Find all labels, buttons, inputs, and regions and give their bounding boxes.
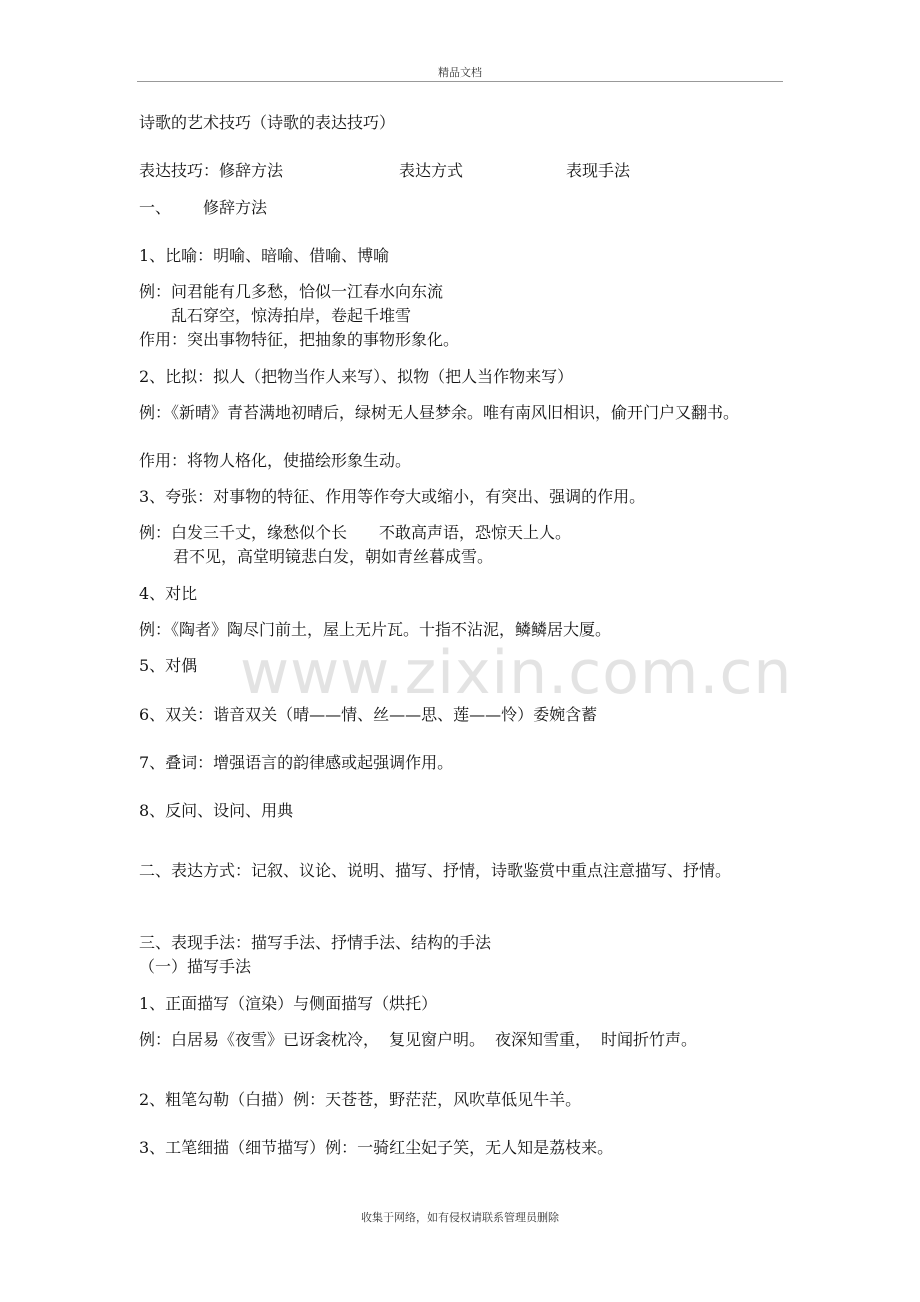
s3-item1-example-c: 夜深知雪重， <box>495 1030 592 1049</box>
item2-effect: 作用：将物人格化，使描绘形象生动。 <box>139 451 412 470</box>
header-label: 精品文档 <box>438 66 482 79</box>
doc-title: 诗歌的艺术技巧（诗歌的表达技巧） <box>139 113 396 132</box>
overview-col2: 表达方式 <box>399 161 464 180</box>
s3-item1-example <box>139 1029 697 1051</box>
item2-title: 2、比拟：拟人（把物当作人来写）、拟物（把人当作物来写） <box>139 367 574 386</box>
section3-subheading: （一）描写手法 <box>139 957 252 976</box>
item3-example1 <box>139 522 571 544</box>
item7-title: 7、叠词：增强语言的韵律感或起强调作用。 <box>139 753 454 772</box>
item1-example2: 乱石穿空，惊涛拍岸，卷起千堆雪 <box>171 306 412 325</box>
item3-title: 3、夸张：对事物的特征、作用等作夸大或缩小，有突出、强调的作用。 <box>139 487 646 506</box>
s3-item3: 3、工笔细描（细节描写）例：一骑红尘妃子笑，无人知是荔枝来。 <box>139 1138 614 1157</box>
item2-example: 例：《新晴》青苔满地初晴后，绿树无人昼梦余。唯有南风旧相识，偷开门户又翻书。 <box>139 403 740 422</box>
item4-title: 4、对比 <box>139 584 198 603</box>
item1-example1: 例：问君能有几多愁，恰似一江春水向东流 <box>139 282 444 301</box>
s3-item1-title: 1、正面描写（渲染）与侧面描写（烘托） <box>139 994 438 1013</box>
section3-heading: 三、表现手法：描写手法、抒情手法、结构的手法 <box>139 933 492 952</box>
item6-title: 6、双关：谐音双关（晴——情、丝——思、莲——怜）委婉含蓄 <box>139 705 598 724</box>
item5-title: 5、对偶 <box>139 656 198 675</box>
item3-example2: 君不见，高堂明镜悲白发，朝如青丝暮成雪。 <box>173 547 494 566</box>
item1-effect: 作用：突出事物特征，把抽象的事物形象化。 <box>139 330 460 349</box>
s3-item2: 2、粗笔勾勒（白描）例：天苍苍，野茫茫，风吹草低见牛羊。 <box>139 1090 582 1109</box>
item3-example1a: 例：白发三千丈，缘愁似个长 <box>139 523 348 542</box>
item3-example1b: 不敢高声语，恐惊天上人。 <box>379 523 572 542</box>
section2-paragraph: 二、表达方式：记叙、议论、说明、描写、抒情，诗歌鉴赏中重点注意描写、抒情。 <box>139 861 732 880</box>
s3-item1-example-a: 例：白居易《夜雪》已讶衾枕冷， <box>139 1030 380 1049</box>
s3-item1-example-d: 时闻折竹声。 <box>601 1030 698 1049</box>
item4-example: 例：《陶者》陶尽门前土，屋上无片瓦。十指不沾泥，鳞鳞居大厦。 <box>139 620 612 639</box>
item1-title: 1、比喻：明喻、暗喻、借喻、博喻 <box>139 246 390 265</box>
section1-text: 修辞方法 <box>203 198 268 217</box>
overview-line <box>139 160 779 182</box>
overview-lead: 表达技巧：修辞方法 <box>139 161 284 180</box>
footer-label: 收集于网络，如有侵权请联系管理员删除 <box>361 1211 559 1224</box>
s3-item1-example-b: 复见窗户明。 <box>389 1030 486 1049</box>
item8-title: 8、反问、设问、用典 <box>139 801 294 820</box>
watermark: www.zixin.com.cn <box>240 638 793 708</box>
section1-heading <box>139 197 267 219</box>
section1-number: 一、 <box>139 198 172 217</box>
overview-col3: 表现手法 <box>566 161 631 180</box>
